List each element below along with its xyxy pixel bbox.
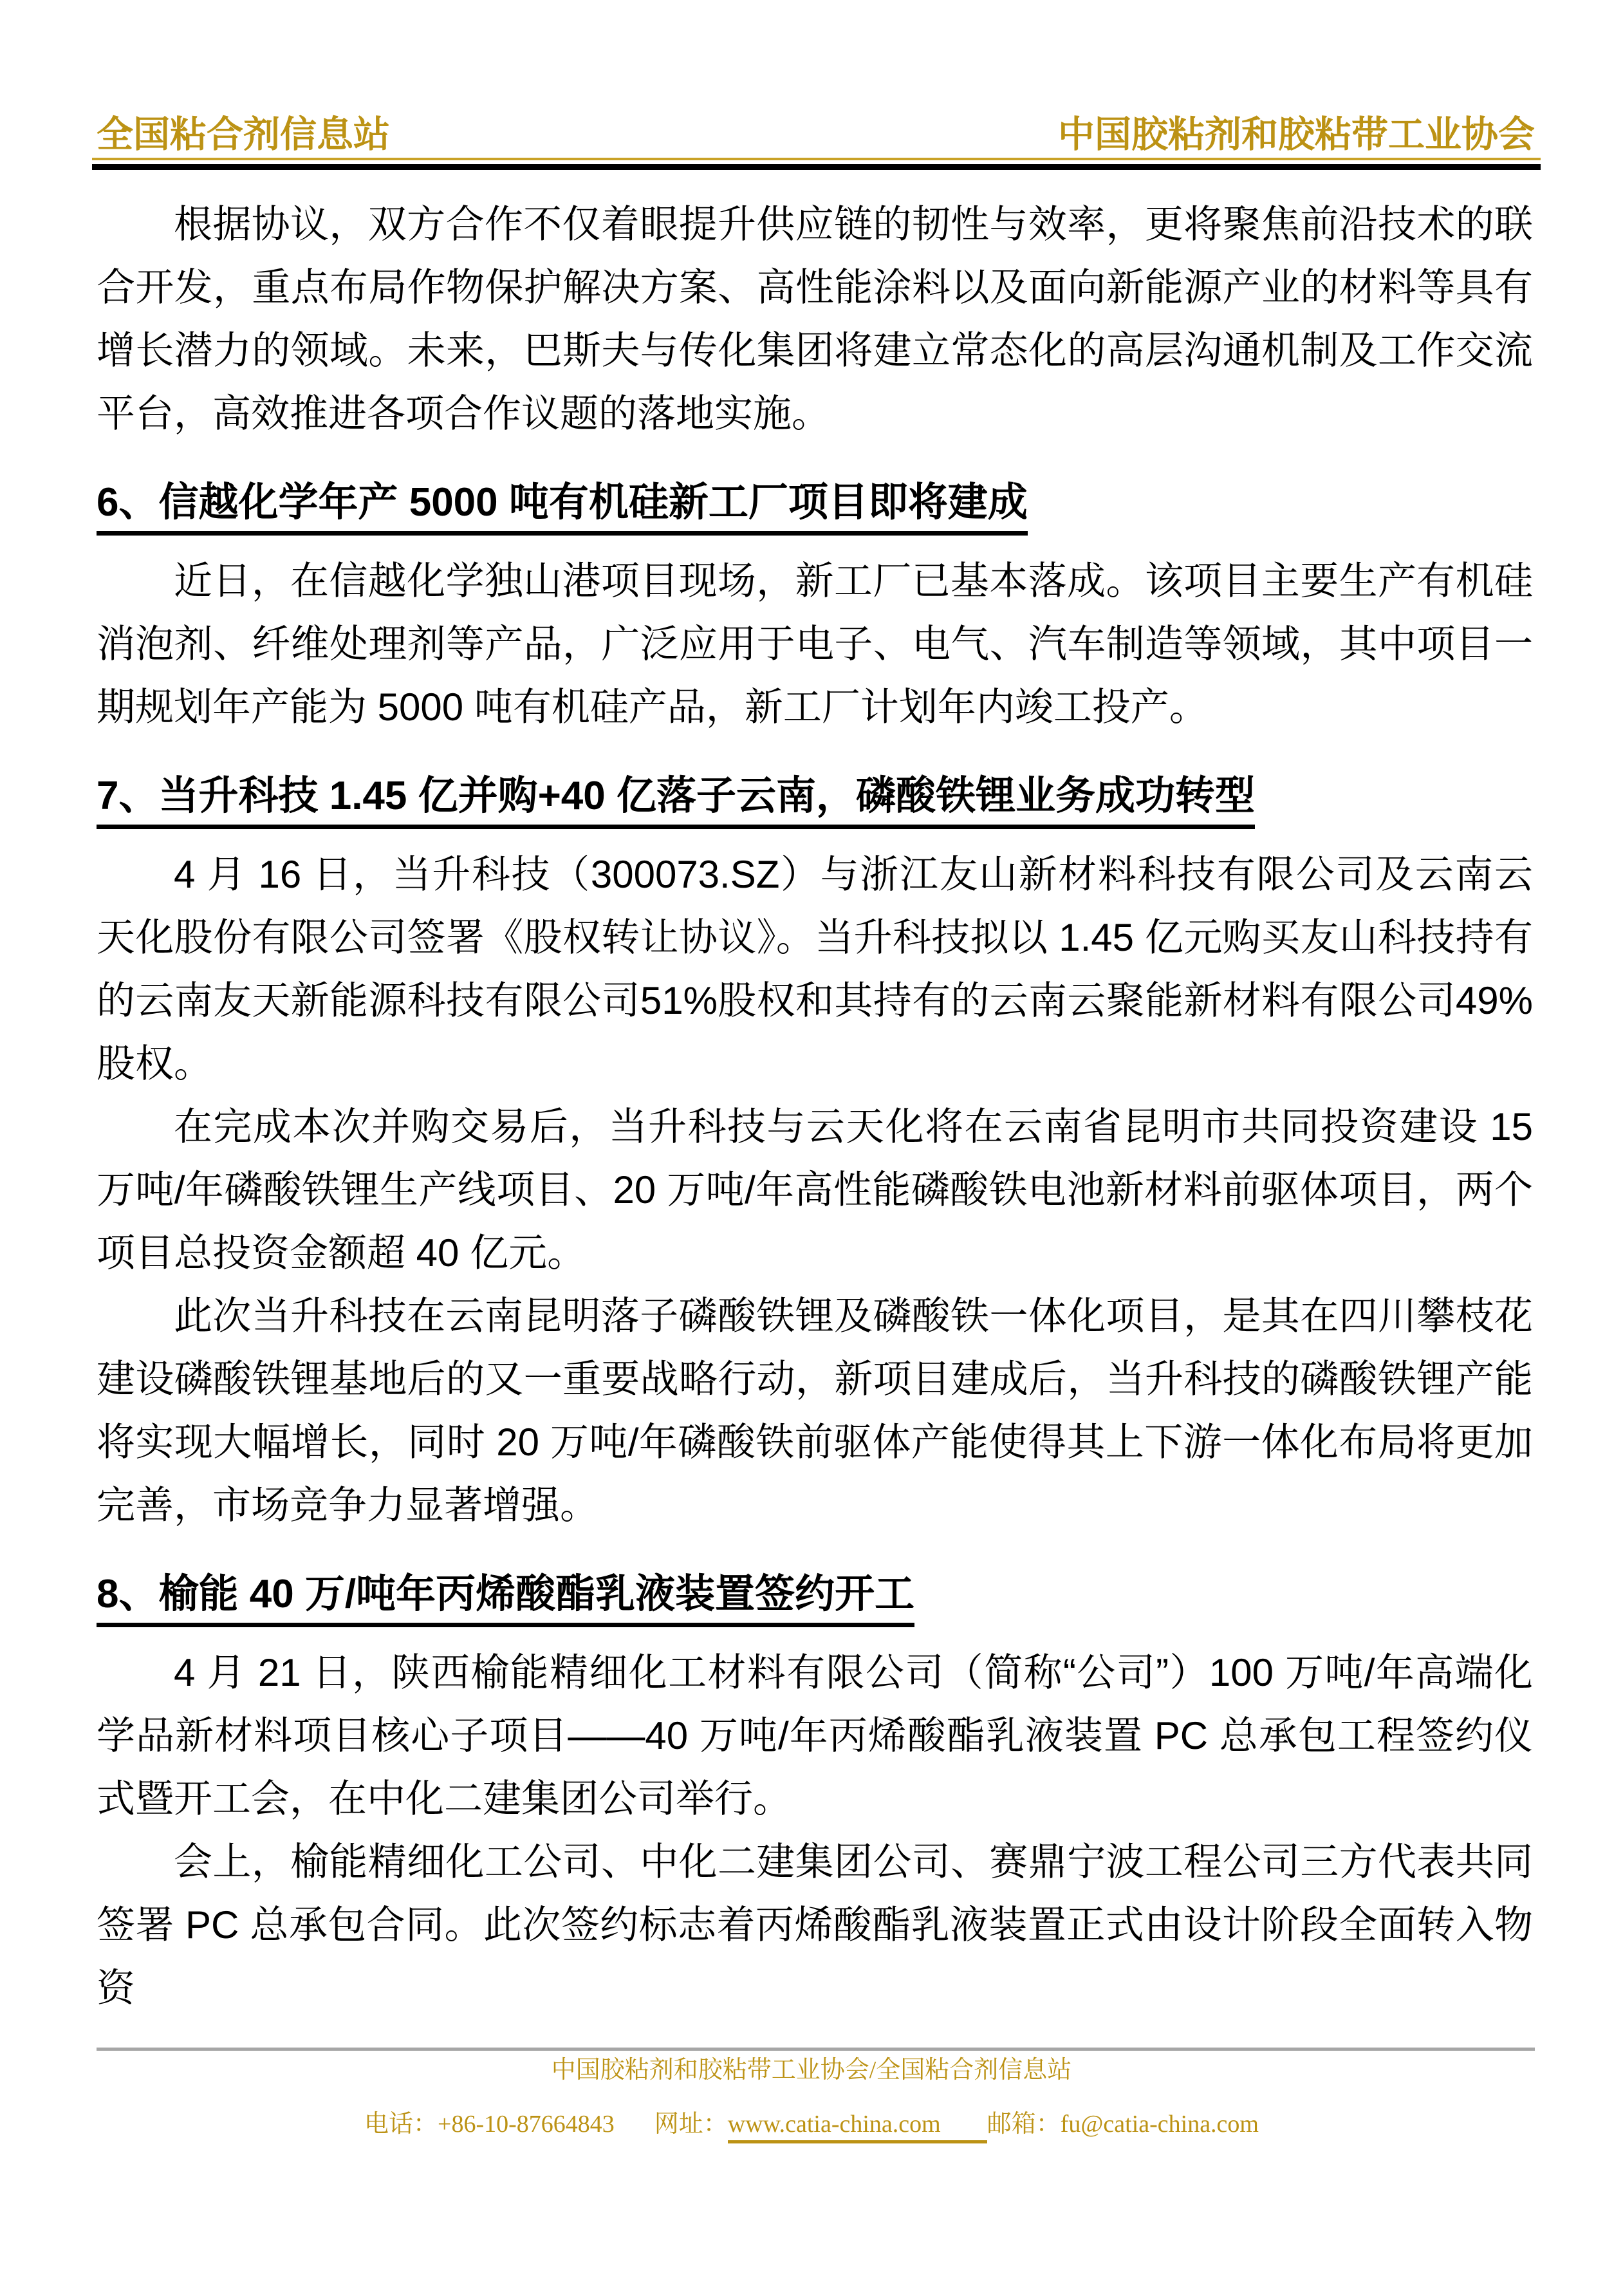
section-heading-7 [97, 765, 1533, 828]
section-heading-6-text: 6、信越化学年产 5000 吨有机硅新工厂项目即将建成 [97, 480, 1028, 536]
phone-label: 电话： [364, 2111, 438, 2138]
footer-organization-line: 中国胶粘剂和胶粘带工业协会/全国粘合剂信息站 [551, 2057, 1072, 2084]
email-label: 邮箱： [987, 2111, 1061, 2138]
paragraph-basf-chuanhua: 根据协议，双方合作不仅着眼提升供应链的韧性与效率，更将聚焦前沿技术的联合开发，重点布局作物保护解决方案、高性能涂料以及面向新能源产业的材料等具有增长潜力的领域。未来，巴斯夫与传化集团将建立常态化的高层沟通机制及工作交流平台，高效推进各项合作议题的落地实施。 [97, 203, 1533, 435]
email-value: fu@catia-china.com [1060, 2111, 1259, 2138]
website-link[interactable]: www.catia-china.com [728, 2111, 987, 2143]
paragraph-dangsheng-3: 此次当升科技在云南昆明落子磷酸铁锂及磷酸铁一体化项目，是其在四川攀枝花建设磷酸铁锂基地后的又一重要战略行动，新项目建成后，当升科技的磷酸铁锂产能将实现大幅增长，同时 20 万吨/年磷酸铁前驱体产能使得其上下游一体化布局将更加完善，市场竞争力显著增强。 [97, 1294, 1533, 1527]
section-heading-7-text: 7、当升科技 1.45 亿并购+40 亿落子云南，磷酸铁锂业务成功转型 [97, 774, 1255, 829]
header-rule-black [92, 164, 1541, 170]
phone-value: +86-10-87664843 [438, 2111, 615, 2138]
footer-rule [97, 2048, 1535, 2051]
header-right-title: 中国胶粘剂和胶粘带工业协会 [1058, 114, 1535, 155]
section-heading-8-text: 8、榆能 40 万/吨年丙烯酸酯乳液装置签约开工 [97, 1572, 914, 1627]
section-heading-8 [97, 1563, 1533, 1626]
footer-contact-line [0, 2106, 1623, 2142]
paragraph-yuneng-1: 4 月 21 日，陕西榆能精细化工材料有限公司（简称“公司”）100 万吨/年高端化学品新材料项目核心子项目——40 万吨/年丙烯酸酯乳液装置 PC 总承包工程签约仪式暨开工会，在中化二建集团公司举行。 [97, 1651, 1533, 1820]
paragraph-dangsheng-1: 4 月 16 日，当升科技（300073.SZ）与浙江友山新材料科技有限公司及云南云天化股份有限公司签署《股权转让协议》。当升科技拟以 1.45 亿元购买友山科技持有的云南友天新能源科技有限公司51%股权和其持有的云南云聚能新材料有限公司49%股权。 [97, 853, 1533, 1085]
paragraph-dangsheng-2: 在完成本次并购交易后，当升科技与云天化将在云南省昆明市共同投资建设 15 万吨/年磷酸铁锂生产线项目、20 万吨/年高性能磷酸铁电池新材料前驱体项目，两个项目总投资金额超 40 亿元。 [97, 1105, 1533, 1274]
header-left-title: 全国粘合剂信息站 [97, 114, 390, 155]
website-label: 网址： [654, 2111, 728, 2138]
document-body [97, 193, 1533, 2020]
paragraph-shinetsu: 近日，在信越化学独山港项目现场，新工厂已基本落成。该项目主要生产有机硅消泡剂、纤维处理剂等产品，广泛应用于电子、电气、汽车制造等领域，其中项目一期规划年产能为 5000 吨有机硅产品，新工厂计划年内竣工投产。 [97, 559, 1533, 729]
paragraph-yuneng-2: 会上，榆能精细化工公司、中化二建集团公司、赛鼎宁波工程公司三方代表共同签署 PC 总承包合同。此次签约标志着丙烯酸酯乳液装置正式由设计阶段全面转入物资 [97, 1840, 1533, 2010]
header-rule-gold [92, 158, 1541, 160]
section-heading-6 [97, 471, 1533, 534]
page-header [97, 115, 1535, 154]
